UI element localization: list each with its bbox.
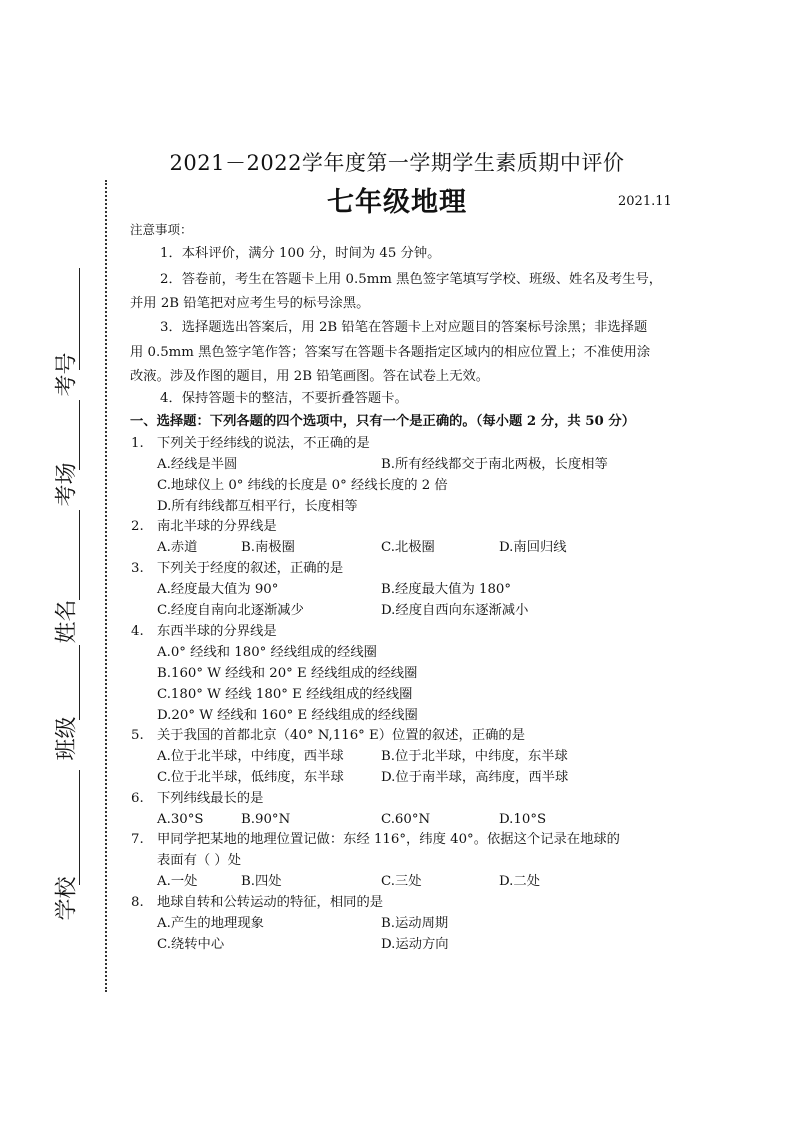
q6-option-a: A.30°S: [157, 812, 204, 827]
q4-option-d: D.20° W 经线和 160° E 经线组成的经线圈: [157, 708, 418, 723]
notice-item-2b: 并用 2B 铅笔把对应考生号的标号涂黑。: [130, 296, 370, 311]
q7-stem-continued: 表面有（ ）处: [157, 853, 242, 868]
q6-option-d: D.10°S: [499, 812, 547, 827]
q6-option-c: C.60°N: [381, 812, 431, 827]
xuexiao-label: 学校: [54, 876, 80, 921]
binding-dotted-line: [105, 180, 107, 992]
q4-option-a: A.0° 经线和 180° 经线组成的经线圈: [157, 645, 377, 660]
notice-item-2a: 2．答卷前，考生在答题卡上用 0.5mm 黑色签字笔填写学校、班级、姓名及考生号，: [160, 272, 663, 287]
q5-number: 5.: [131, 728, 144, 743]
notice-item-3a: 3．选择题选出答案后，用 2B 铅笔在答题卡上对应题目的答案标号涂黑；非选择题: [160, 320, 648, 335]
q5-option-b: B.位于北半球，中纬度，东半球: [381, 749, 568, 764]
q4-stem: 东西半球的分界线是: [157, 624, 277, 639]
q8-option-b: B.运动周期: [381, 916, 449, 931]
q1-number: 1.: [131, 436, 144, 451]
q7-option-a: A.一处: [157, 874, 198, 889]
q3-option-c: C.经度自南向北逐渐减少: [157, 603, 304, 618]
kaohao-label: 考号: [54, 352, 80, 397]
q2-number: 2.: [131, 519, 144, 534]
q3-stem: 下列关于经度的叙述，正确的是: [157, 561, 344, 576]
q5-stem: 关于我国的首都北京（40° N,116° E）位置的叙述，正确的是: [157, 728, 526, 743]
q5-option-c: C.位于北半球，低纬度，东半球: [157, 770, 344, 785]
q7-option-b: B.四处: [241, 874, 282, 889]
q5-option-a: A.位于北半球，中纬度，西半球: [157, 749, 344, 764]
kaochang-label: 考场: [54, 462, 80, 507]
notice-item-4: 4．保持答题卡的整洁，不要折叠答题卡。: [160, 391, 408, 406]
q8-number: 8.: [131, 895, 144, 910]
q3-option-a: A.经度最大值为 90°: [157, 582, 279, 597]
subject-title: 七年级地理: [327, 187, 467, 218]
q8-stem: 地球自转和公转运动的特征，相同的是: [157, 895, 384, 910]
notice-heading: 注意事项：: [130, 222, 193, 237]
xuexiao-underline: [79, 770, 80, 885]
q2-stem: 南北半球的分界线是: [157, 519, 277, 534]
q7-stem: 甲同学把某地的地理位置记做：东经 116°，纬度 40°。依据这个记录在地球的: [157, 832, 620, 847]
notice-item-3c: 改液。涉及作图的题目，用 2B 铅笔画图。答在试卷上无效。: [130, 369, 490, 384]
q5-option-d: D.位于南半球，高纬度，西半球: [381, 770, 569, 785]
q7-option-d: D.二处: [499, 874, 541, 889]
q1-stem: 下列关于经纬线的说法，不正确的是: [157, 436, 370, 451]
notice-item-1: 1．本科评价，满分 100 分，时间为 45 分钟。: [160, 246, 441, 261]
q1-option-c: C.地球仪上 0° 纬线的长度是 0° 经线长度的 2 倍: [157, 478, 448, 493]
q8-option-c: C.绕转中心: [157, 937, 225, 952]
kaochang-underline: [79, 400, 80, 470]
q6-number: 6.: [131, 791, 144, 806]
q2-option-d: D.南回归线: [499, 540, 567, 555]
q2-option-b: B.南极圈: [241, 540, 295, 555]
q3-option-d: D.经度自西向东逐渐减小: [381, 603, 529, 618]
q1-option-b: B.所有经线都交于南北两极，长度相等: [381, 457, 608, 472]
xingming-label: 姓名: [54, 599, 80, 644]
exam-date: 2021.11: [618, 194, 672, 209]
q2-option-a: A.赤道: [157, 540, 198, 555]
notice-item-3b: 用 0.5mm 黑色签字笔作答；答案写在答题卡各题指定区域内的相应位置上；不准使用涂: [130, 345, 651, 360]
q1-option-a: A.经线是半圆: [157, 457, 238, 472]
q3-number: 3.: [131, 561, 144, 576]
banji-label: 班级: [54, 716, 80, 761]
q4-number: 4.: [131, 624, 144, 639]
xingming-underline: [79, 510, 80, 600]
q6-stem: 下列纬线最长的是: [157, 791, 264, 806]
q7-number: 7.: [131, 832, 144, 847]
q3-option-b: B.经度最大值为 180°: [381, 582, 512, 597]
q7-option-c: C.三处: [381, 874, 422, 889]
banji-underline: [79, 645, 80, 720]
exam-title: 2021－2022学年度第一学期学生素质期中评价: [169, 151, 625, 175]
q1-option-d: D.所有纬线都互相平行，长度相等: [157, 499, 358, 514]
section-1-heading: 一、选择题：下列各题的四个选项中，只有一个是正确的。（每小题 2 分，共 50 分）: [130, 414, 636, 429]
q2-option-c: C.北极圈: [381, 540, 435, 555]
q4-option-b: B.160° W 经线和 20° E 经线组成的经线圈: [157, 666, 418, 681]
q8-option-a: A.产生的地理现象: [157, 916, 264, 931]
q6-option-b: B.90°N: [241, 812, 291, 827]
q8-option-d: D.运动方向: [381, 937, 449, 952]
q4-option-c: C.180° W 经线 180° E 经线组成的经线圈: [157, 687, 413, 702]
